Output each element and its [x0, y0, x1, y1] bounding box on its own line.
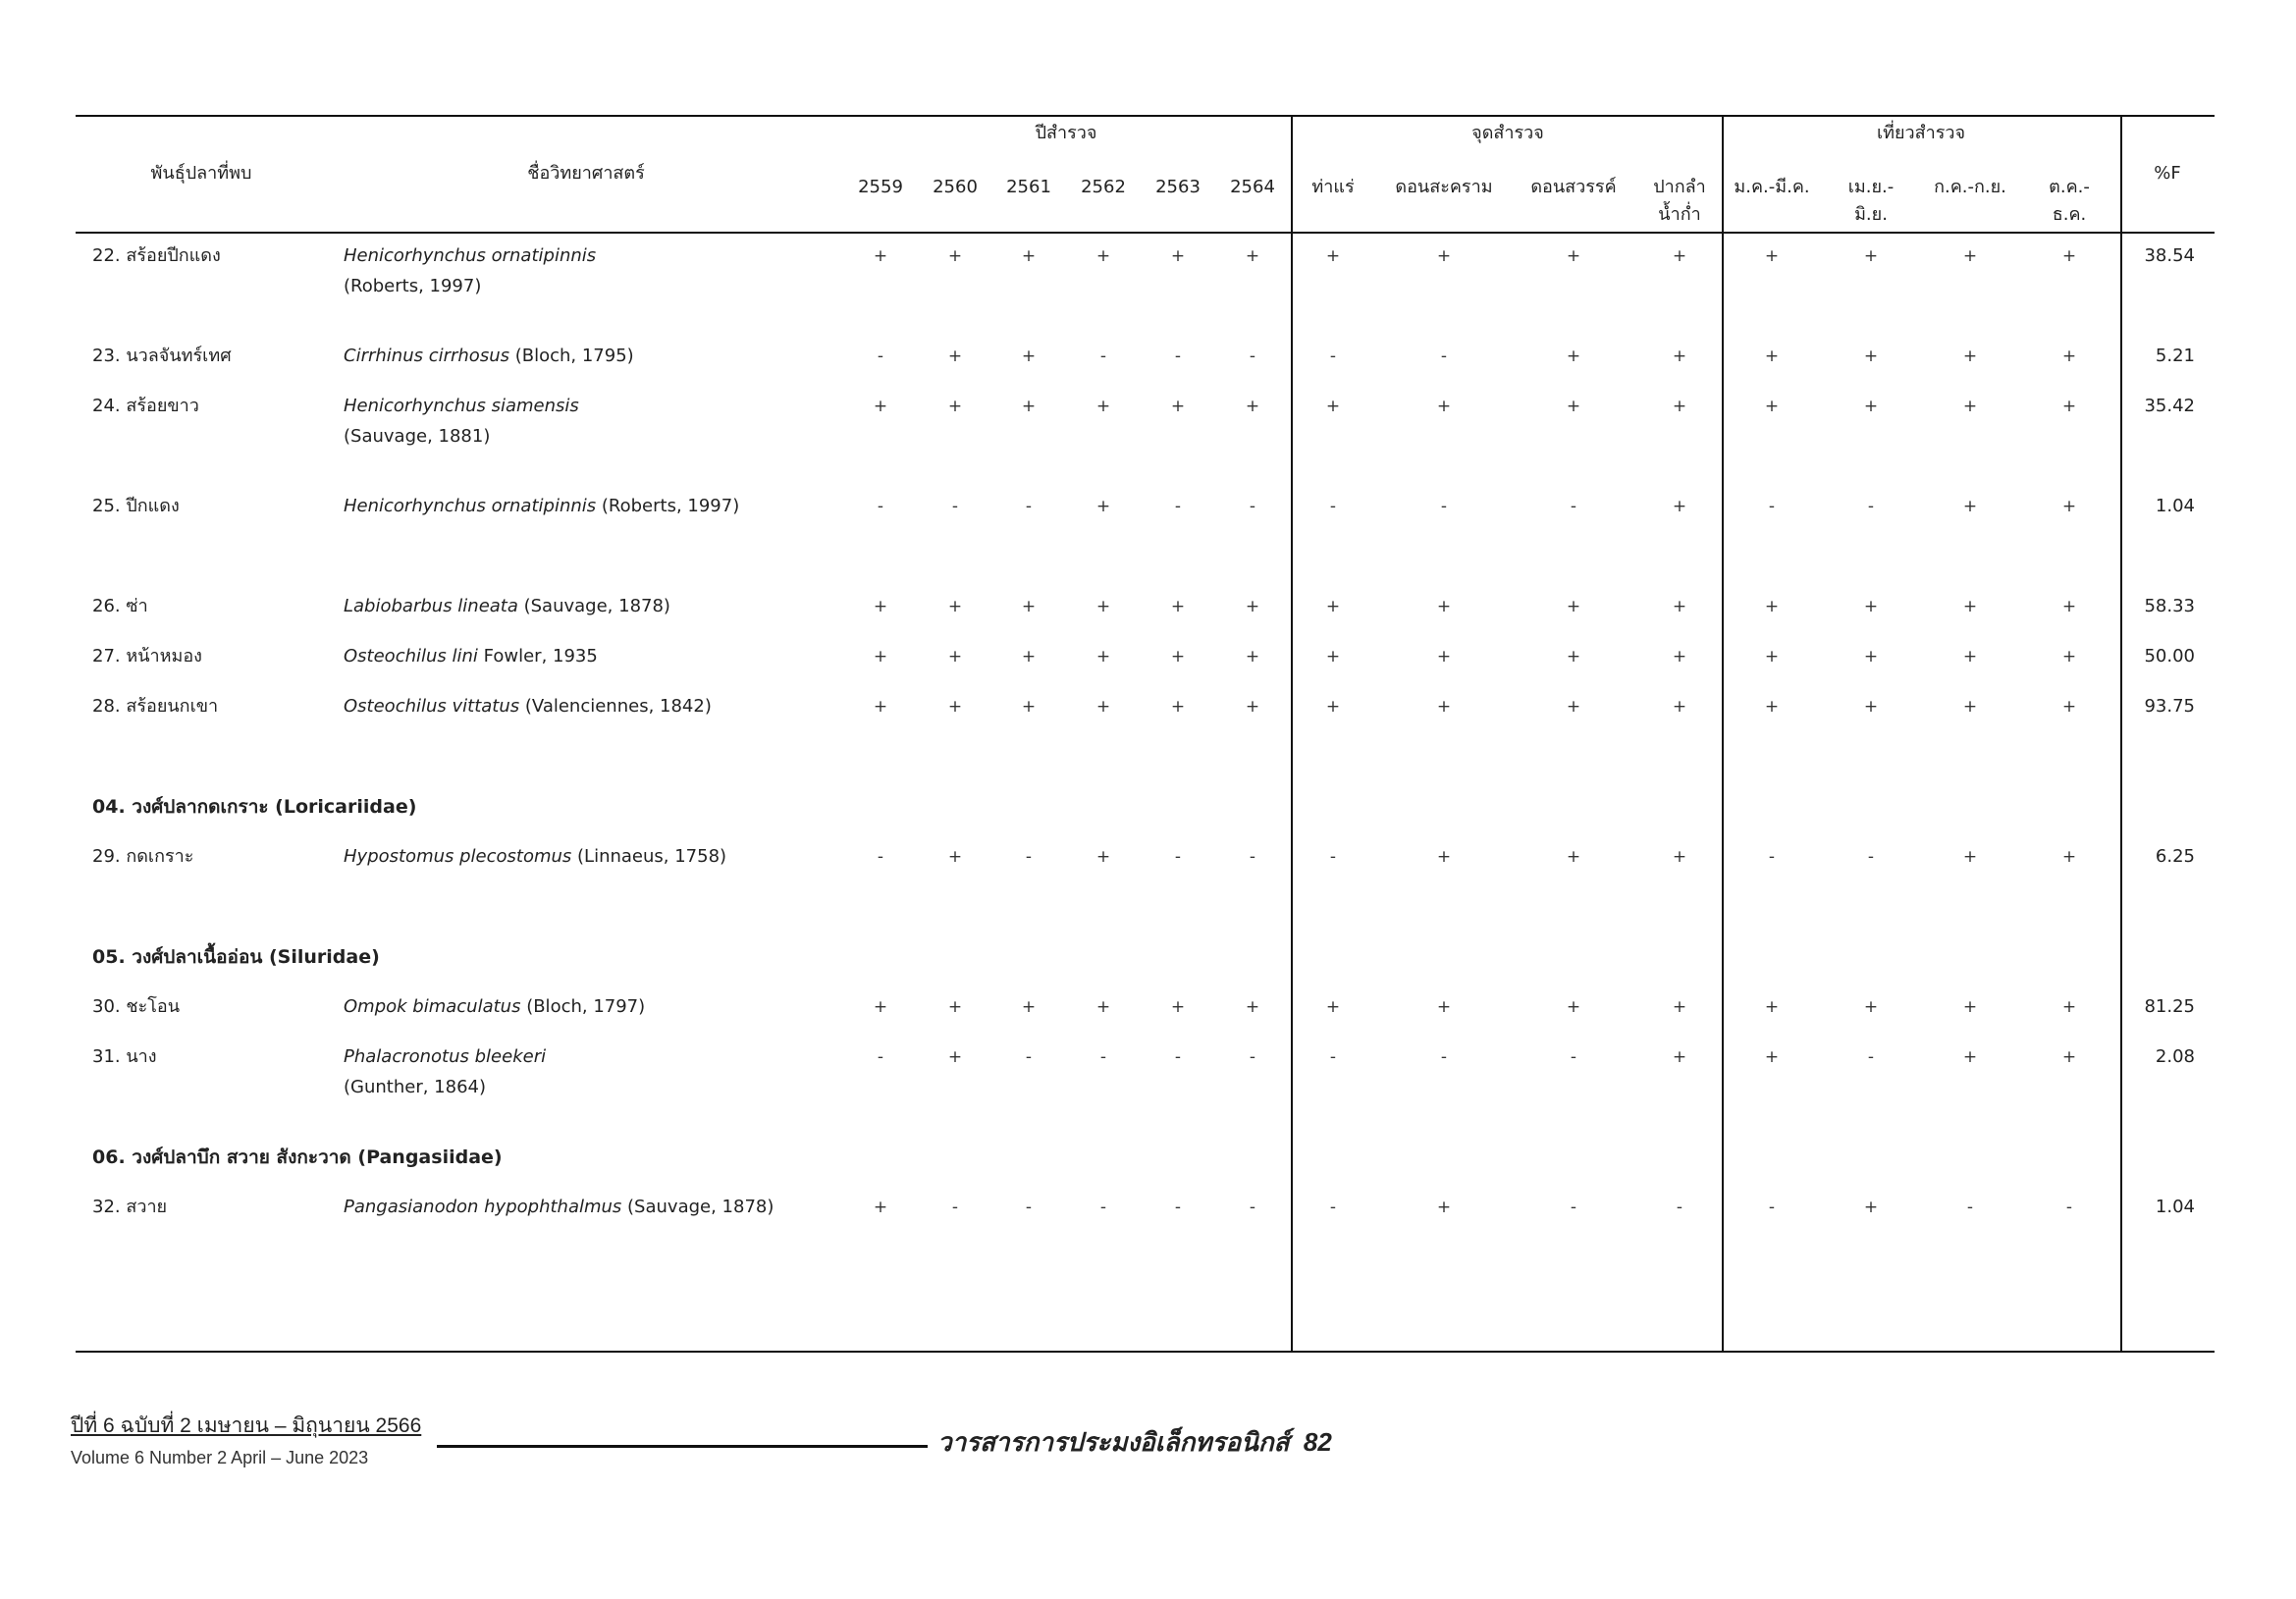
- scientific-name-italic: Cirrhinus cirrhosus: [344, 346, 509, 366]
- scientific-name: [344, 245, 596, 267]
- species-name: 30. ชะโอน: [92, 996, 181, 1017]
- species-name: 26. ซ่า: [92, 596, 148, 616]
- table-bottom-rule: [76, 1351, 2215, 1353]
- presence-mark: +: [1095, 697, 1111, 717]
- presence-mark: -: [1867, 1047, 1875, 1067]
- presence-mark: -: [1249, 1198, 1256, 1217]
- column-divider: [1291, 115, 1293, 1353]
- scientific-name-italic: Ompok bimaculatus: [344, 996, 521, 1017]
- presence-mark: -: [1174, 346, 1182, 366]
- header-year: 2561: [1006, 177, 1051, 197]
- presence-mark: +: [1962, 997, 1978, 1017]
- presence-mark: +: [1863, 997, 1879, 1017]
- presence-mark: +: [1764, 346, 1780, 366]
- header-site: ดอนสะคราม: [1395, 177, 1493, 197]
- page-number: 82: [1303, 1427, 1332, 1457]
- species-name: 22. สร้อยปีกแดง: [92, 245, 221, 266]
- presence-mark: -: [1099, 1198, 1107, 1217]
- scientific-name-author: (Roberts, 1997): [596, 496, 740, 516]
- scientific-name-author: (Sauvage, 1878): [621, 1197, 774, 1217]
- presence-mark: +: [1021, 997, 1037, 1017]
- presence-mark: +: [1672, 1047, 1687, 1067]
- presence-mark: +: [1436, 397, 1452, 416]
- presence-mark: +: [1863, 246, 1879, 266]
- presence-mark: -: [1329, 346, 1337, 366]
- presence-mark: -: [877, 497, 884, 516]
- species-name: 28. สร้อยนกเขา: [92, 696, 219, 717]
- percent-frequency: 81.25: [2144, 996, 2195, 1017]
- presence-mark: +: [1245, 597, 1260, 616]
- presence-mark: +: [1962, 397, 1978, 416]
- header-scientific-name: ชื่อวิทยาศาสตร์: [527, 163, 645, 184]
- presence-mark: +: [1021, 246, 1037, 266]
- presence-mark: +: [1962, 1047, 1978, 1067]
- species-name: 23. นวลจันทร์เทศ: [92, 346, 232, 366]
- presence-mark: -: [1966, 1198, 1974, 1217]
- presence-mark: -: [1768, 1198, 1776, 1217]
- header-trip: ต.ค.-: [2049, 177, 2090, 197]
- presence-mark: +: [1672, 647, 1687, 666]
- presence-mark: +: [2061, 346, 2077, 366]
- presence-mark: +: [1764, 597, 1780, 616]
- presence-mark: +: [1566, 847, 1581, 867]
- species-name: 31. นาง: [92, 1046, 157, 1067]
- scientific-name-italic: Henicorhynchus siamensis: [344, 396, 579, 416]
- presence-mark: +: [1672, 346, 1687, 366]
- scientific-name: [344, 646, 598, 667]
- presence-mark: -: [1174, 847, 1182, 867]
- presence-mark: -: [1676, 1198, 1683, 1217]
- presence-mark: +: [1863, 647, 1879, 666]
- presence-mark: -: [1174, 497, 1182, 516]
- presence-mark: +: [947, 847, 963, 867]
- presence-mark: +: [1566, 246, 1581, 266]
- presence-mark: +: [1170, 597, 1186, 616]
- presence-mark: -: [1570, 497, 1577, 516]
- scientific-name-author: (Valenciennes, 1842): [519, 696, 712, 717]
- presence-mark: +: [1962, 647, 1978, 666]
- scientific-name: [344, 696, 712, 718]
- scientific-name-author: Fowler, 1935: [477, 646, 598, 666]
- presence-mark: +: [2061, 697, 2077, 717]
- percent-frequency: 5.21: [2155, 346, 2195, 366]
- presence-mark: -: [1329, 1047, 1337, 1067]
- presence-mark: +: [1325, 647, 1341, 666]
- scientific-name-italic: Phalacronotus bleekeri: [344, 1046, 547, 1067]
- scientific-name: [344, 1197, 774, 1218]
- presence-mark: +: [1436, 997, 1452, 1017]
- presence-mark: +: [1245, 246, 1260, 266]
- presence-mark: +: [1436, 246, 1452, 266]
- percent-frequency: 1.04: [2155, 496, 2195, 516]
- header-species: พันธุ์ปลาที่พบ: [150, 163, 252, 184]
- presence-mark: +: [1672, 497, 1687, 516]
- presence-mark: +: [1764, 397, 1780, 416]
- presence-mark: -: [951, 497, 959, 516]
- presence-mark: +: [2061, 1047, 2077, 1067]
- presence-mark: -: [1174, 1047, 1182, 1067]
- presence-mark: -: [1249, 497, 1256, 516]
- presence-mark: +: [873, 647, 888, 666]
- presence-mark: +: [947, 647, 963, 666]
- presence-mark: -: [1867, 847, 1875, 867]
- scientific-name: [344, 846, 726, 868]
- presence-mark: -: [1025, 497, 1033, 516]
- presence-mark: -: [1025, 1198, 1033, 1217]
- presence-mark: +: [1245, 697, 1260, 717]
- presence-mark: +: [947, 397, 963, 416]
- species-name: 24. สร้อยขาว: [92, 396, 199, 416]
- presence-mark: +: [1672, 397, 1687, 416]
- presence-mark: +: [1325, 397, 1341, 416]
- presence-mark: -: [1440, 346, 1448, 366]
- presence-mark: +: [2061, 246, 2077, 266]
- presence-mark: -: [1249, 346, 1256, 366]
- scientific-name-author: (Sauvage, 1881): [344, 426, 491, 447]
- presence-mark: +: [2061, 647, 2077, 666]
- presence-mark: +: [947, 1047, 963, 1067]
- presence-mark: +: [2061, 497, 2077, 516]
- scientific-name-italic: Hypostomus plecostomus: [344, 846, 572, 867]
- presence-mark: -: [2065, 1198, 2073, 1217]
- header-site-line2: น้ำก่ำ: [1658, 204, 1701, 225]
- presence-mark: -: [877, 346, 884, 366]
- presence-mark: +: [1764, 246, 1780, 266]
- presence-mark: +: [873, 997, 888, 1017]
- column-divider: [1722, 115, 1724, 1353]
- presence-mark: +: [1764, 1047, 1780, 1067]
- presence-mark: -: [1249, 1047, 1256, 1067]
- header-trip-line2: มิ.ย.: [1854, 204, 1888, 225]
- header-site: ดอนสวรรค์: [1530, 177, 1617, 197]
- header-trip: ม.ค.-มี.ค.: [1734, 177, 1810, 197]
- scientific-name-author: (Gunther, 1864): [344, 1077, 487, 1097]
- presence-mark: -: [1329, 497, 1337, 516]
- presence-mark: -: [1329, 1198, 1337, 1217]
- presence-mark: +: [1170, 997, 1186, 1017]
- percent-frequency: 6.25: [2155, 846, 2195, 867]
- presence-mark: +: [1764, 647, 1780, 666]
- scientific-name-italic: Henicorhynchus ornatipinnis: [344, 245, 597, 266]
- presence-mark: +: [1245, 647, 1260, 666]
- presence-mark: +: [1764, 697, 1780, 717]
- presence-mark: +: [1863, 397, 1879, 416]
- species-name: 29. กดเกราะ: [92, 846, 194, 867]
- presence-mark: +: [1325, 997, 1341, 1017]
- header-year: 2564: [1230, 177, 1275, 197]
- percent-frequency: 35.42: [2144, 396, 2195, 416]
- presence-mark: +: [1672, 697, 1687, 717]
- percent-frequency: 58.33: [2144, 596, 2195, 616]
- header-survey-trip: เที่ยวสำรวจ: [1876, 123, 1966, 143]
- species-name: 27. หน้าหมอง: [92, 646, 202, 666]
- presence-mark: +: [1436, 847, 1452, 867]
- scientific-name-author: (Roberts, 1997): [344, 276, 482, 296]
- scientific-name: [344, 996, 645, 1018]
- presence-mark: +: [1436, 647, 1452, 666]
- header-year: 2563: [1155, 177, 1201, 197]
- scientific-name-italic: Osteochilus vittatus: [344, 696, 520, 717]
- footer-issue-thai: ปีที่ 6 ฉบับที่ 2 เมษายน – มิถุนายน 2566: [71, 1414, 422, 1437]
- column-divider: [2120, 115, 2122, 1353]
- presence-mark: +: [1245, 397, 1260, 416]
- presence-mark: +: [1325, 597, 1341, 616]
- presence-mark: +: [1095, 847, 1111, 867]
- scientific-name-italic: Labiobarbus lineata: [344, 596, 518, 616]
- presence-mark: +: [1566, 997, 1581, 1017]
- presence-mark: +: [1962, 246, 1978, 266]
- footer-issue-english: Volume 6 Number 2 April – June 2023: [71, 1448, 369, 1467]
- presence-mark: -: [1570, 1198, 1577, 1217]
- presence-mark: -: [1099, 346, 1107, 366]
- presence-mark: -: [1329, 847, 1337, 867]
- presence-mark: +: [1436, 1198, 1452, 1217]
- header-site: ปากลำ: [1653, 177, 1706, 197]
- presence-mark: +: [1863, 346, 1879, 366]
- header-trip: เม.ย.-: [1847, 177, 1895, 197]
- presence-mark: +: [1325, 246, 1341, 266]
- scientific-name-italic: Osteochilus lini: [344, 646, 478, 666]
- scientific-name-author: (Sauvage, 1878): [517, 596, 670, 616]
- presence-mark: -: [1025, 1047, 1033, 1067]
- table-top-rule: [76, 115, 2215, 117]
- presence-mark: +: [2061, 397, 2077, 416]
- presence-mark: +: [1962, 346, 1978, 366]
- scientific-name-italic: Pangasianodon hypophthalmus: [344, 1197, 622, 1217]
- presence-mark: -: [1440, 1047, 1448, 1067]
- presence-mark: +: [1672, 597, 1687, 616]
- presence-mark: +: [1021, 647, 1037, 666]
- presence-mark: +: [873, 397, 888, 416]
- presence-mark: -: [1249, 847, 1256, 867]
- presence-mark: +: [1962, 497, 1978, 516]
- header-year: 2560: [933, 177, 978, 197]
- presence-mark: -: [1570, 1047, 1577, 1067]
- scientific-name: [344, 1046, 546, 1068]
- header-trip: ก.ค.-ก.ย.: [1934, 177, 2006, 197]
- presence-mark: -: [1025, 847, 1033, 867]
- presence-mark: +: [947, 697, 963, 717]
- percent-frequency: 1.04: [2155, 1197, 2195, 1217]
- scientific-name-author: (Linnaeus, 1758): [571, 846, 727, 867]
- header-survey-site: จุดสำรวจ: [1471, 123, 1544, 143]
- header-trip-line2: ธ.ค.: [2052, 204, 2087, 225]
- presence-mark: +: [1566, 397, 1581, 416]
- species-name: 25. ปีกแดง: [92, 496, 180, 516]
- percent-frequency: 2.08: [2155, 1046, 2195, 1067]
- presence-mark: +: [1436, 597, 1452, 616]
- family-heading: 04. วงศ์ปลากดเกราะ (Loricariidae): [92, 796, 417, 818]
- presence-mark: +: [873, 597, 888, 616]
- presence-mark: +: [1863, 697, 1879, 717]
- scientific-name-author: (Bloch, 1797): [520, 996, 646, 1017]
- presence-mark: +: [1566, 647, 1581, 666]
- scientific-name: [344, 346, 634, 367]
- percent-frequency: 50.00: [2144, 646, 2195, 666]
- scientific-name: [344, 596, 670, 617]
- header-percent-frequency: %F: [2154, 163, 2181, 184]
- presence-mark: -: [877, 1047, 884, 1067]
- presence-mark: +: [873, 697, 888, 717]
- presence-mark: -: [1768, 847, 1776, 867]
- presence-mark: +: [1672, 246, 1687, 266]
- presence-mark: -: [951, 1198, 959, 1217]
- family-heading: 05. วงศ์ปลาเนื้ออ่อน (Siluridae): [92, 946, 380, 968]
- presence-mark: +: [1436, 697, 1452, 717]
- header-survey-year: ปีสำรวจ: [1035, 123, 1097, 143]
- species-name: 32. สวาย: [92, 1197, 168, 1217]
- presence-mark: +: [1863, 1198, 1879, 1217]
- presence-mark: -: [1174, 1198, 1182, 1217]
- presence-mark: -: [1768, 497, 1776, 516]
- presence-mark: -: [1099, 1047, 1107, 1067]
- presence-mark: +: [947, 597, 963, 616]
- journal-name: วารสารการประมงอิเล็กทรอนิกส์: [937, 1427, 1290, 1457]
- header-year: 2559: [858, 177, 903, 197]
- presence-mark: +: [1095, 497, 1111, 516]
- family-heading: 06. วงศ์ปลาบึก สวาย สังกะวาด (Pangasiidae): [92, 1146, 503, 1168]
- presence-mark: +: [947, 346, 963, 366]
- presence-mark: +: [1325, 697, 1341, 717]
- percent-frequency: 38.54: [2144, 245, 2195, 266]
- presence-mark: -: [1440, 497, 1448, 516]
- presence-mark: -: [877, 847, 884, 867]
- presence-mark: +: [1021, 597, 1037, 616]
- footer-journal-title: [937, 1422, 1332, 1463]
- presence-mark: +: [1170, 246, 1186, 266]
- presence-mark: +: [1863, 597, 1879, 616]
- presence-mark: +: [1021, 397, 1037, 416]
- presence-mark: +: [1095, 397, 1111, 416]
- footer-rule: [437, 1445, 928, 1448]
- scientific-name: [344, 496, 739, 517]
- presence-mark: +: [1566, 346, 1581, 366]
- presence-mark: +: [873, 246, 888, 266]
- presence-mark: +: [2061, 847, 2077, 867]
- presence-mark: +: [1566, 597, 1581, 616]
- scientific-name: [344, 396, 579, 417]
- presence-mark: +: [1021, 697, 1037, 717]
- scientific-name-author: (Bloch, 1795): [508, 346, 634, 366]
- percent-frequency: 93.75: [2144, 696, 2195, 717]
- presence-mark: +: [1245, 997, 1260, 1017]
- presence-mark: +: [947, 246, 963, 266]
- presence-mark: +: [1095, 246, 1111, 266]
- scientific-name-italic: Henicorhynchus ornatipinnis: [344, 496, 597, 516]
- presence-mark: +: [1170, 647, 1186, 666]
- presence-mark: +: [1962, 597, 1978, 616]
- presence-mark: +: [1095, 997, 1111, 1017]
- presence-mark: +: [1962, 847, 1978, 867]
- presence-mark: +: [947, 997, 963, 1017]
- presence-mark: +: [873, 1198, 888, 1217]
- presence-mark: +: [2061, 997, 2077, 1017]
- table-header-rule: [76, 232, 2215, 234]
- presence-mark: +: [1672, 997, 1687, 1017]
- presence-mark: +: [2061, 597, 2077, 616]
- header-site: ท่าแร่: [1311, 177, 1355, 197]
- header-year: 2562: [1081, 177, 1126, 197]
- presence-mark: -: [1867, 497, 1875, 516]
- presence-mark: +: [1095, 597, 1111, 616]
- presence-mark: +: [1021, 346, 1037, 366]
- presence-mark: +: [1170, 697, 1186, 717]
- presence-mark: +: [1962, 697, 1978, 717]
- presence-mark: +: [1672, 847, 1687, 867]
- presence-mark: +: [1764, 997, 1780, 1017]
- presence-mark: +: [1170, 397, 1186, 416]
- presence-mark: +: [1095, 647, 1111, 666]
- presence-mark: +: [1566, 697, 1581, 717]
